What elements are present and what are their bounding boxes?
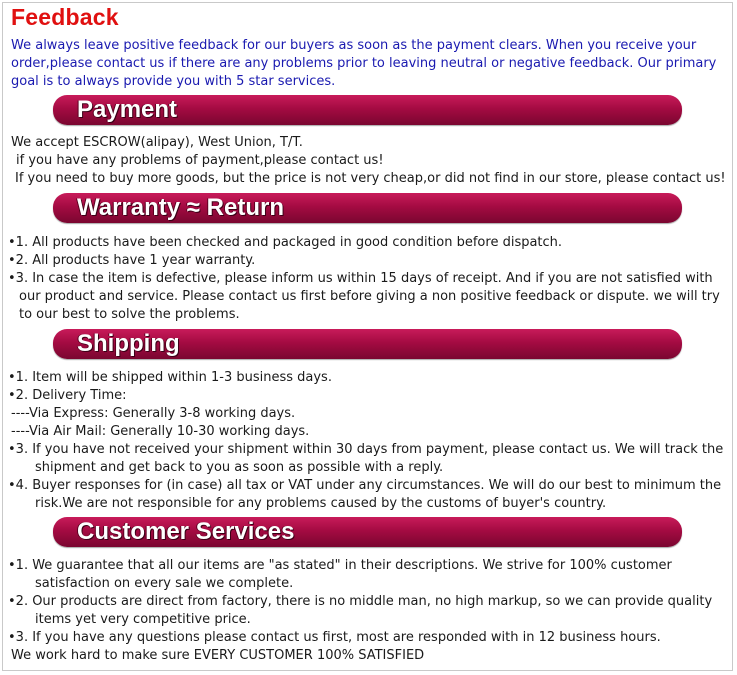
warranty-section bbox=[8, 234, 724, 324]
shipping-line: risk.We are not responsible for any problems caused by the customs of buyer's country. bbox=[35, 496, 607, 511]
payment-heading: Payment bbox=[77, 96, 178, 123]
warranty-line: •1. All products have been checked and packaged in good condition before dispatch. bbox=[8, 235, 563, 250]
shipping-line: •4. Buyer responses for (in case) all tax or VAT under any circumstances. We will do our best to minimum the bbox=[8, 478, 722, 493]
customer-line: •3. If you have any questions please contact us first, most are responded with in 12 business hours. bbox=[8, 630, 661, 645]
customer-line: •2. Our products are direct from factory, there is no middle man, no high markup, so we can provide quality bbox=[8, 594, 713, 609]
payment-banner bbox=[53, 95, 682, 125]
shipping-banner bbox=[53, 329, 682, 359]
customer-line: We work hard to make sure EVERY CUSTOMER 100% SATISFIED bbox=[11, 648, 425, 663]
customer-line: •1. We guarantee that all our items are "as stated" in their descriptions. We strive for 100% customer bbox=[8, 558, 672, 573]
customer-line: items yet very competitive price. bbox=[35, 612, 251, 627]
payment-section bbox=[11, 134, 727, 188]
warranty-line: •3. In case the item is defective, please inform us within 15 days of receipt. And if you are not satisfied with bbox=[8, 271, 713, 286]
warranty-line: •2. All products have 1 year warranty. bbox=[8, 253, 256, 268]
shipping-line: •2. Delivery Time: bbox=[8, 388, 127, 403]
shipping-line: •1. Item will be shipped within 1-3 business days. bbox=[8, 370, 332, 385]
shipping-line: ----Via Express: Generally 3-8 working days. bbox=[11, 406, 296, 421]
warranty-banner bbox=[53, 193, 682, 223]
intro-text: We always leave positive feedback for our buyers as soon as the payment clears. When you receive your order,please contact us if there are any problems prior to leaving neutral or negative feedback. Our primary goal is to always provide you with 5 star services. bbox=[11, 38, 717, 89]
shipping-line: shipment and get back to you as soon as possible with a reply. bbox=[35, 460, 444, 475]
payment-line: If you need to buy more goods, but the price is not very cheap,or did not find in our store, please contact us! bbox=[15, 171, 726, 186]
warranty-line: our product and service. Please contact us first before giving a non positive feedback or dispute. we will try bbox=[19, 289, 720, 304]
customer-services-heading: Customer Services bbox=[77, 518, 295, 545]
payment-line: We accept ESCROW(alipay), West Union, T/T. bbox=[11, 135, 303, 150]
page-title: Feedback bbox=[11, 4, 119, 30]
shipping-line: •3. If you have not received your shipment within 30 days from payment, please contact us. We will track the bbox=[8, 442, 724, 457]
payment-line: if you have any problems of payment,please contact us! bbox=[16, 153, 384, 168]
warranty-heading: Warranty ≈ Return bbox=[77, 194, 284, 221]
shipping-section bbox=[8, 369, 724, 513]
shipping-heading: Shipping bbox=[77, 330, 180, 357]
customer-services-banner bbox=[53, 517, 682, 547]
warranty-line: to our best to solve the problems. bbox=[19, 307, 240, 322]
customer-services-section bbox=[8, 557, 724, 665]
shipping-line: ----Via Air Mail: Generally 10-30 working days. bbox=[11, 424, 310, 439]
customer-line: satisfaction on every sale we complete. bbox=[35, 576, 294, 591]
